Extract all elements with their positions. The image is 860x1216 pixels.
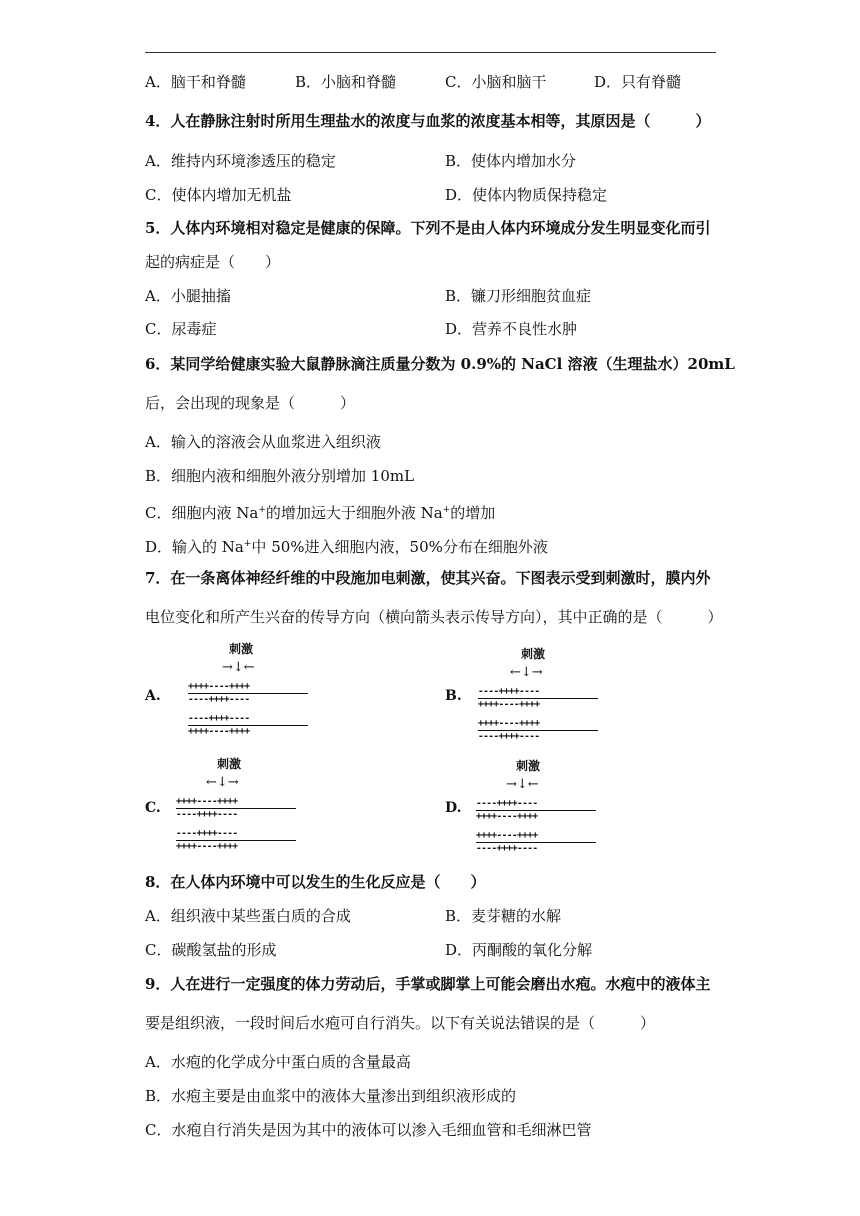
stimulus-arrows: ←↓→ <box>206 775 239 790</box>
nerve-diagram-a <box>188 640 318 750</box>
q5-option-b: B．镰刀形细胞贫血症 <box>445 287 592 305</box>
q9-option-a: A．水疱的化学成分中蛋白质的含量最高 <box>145 1053 411 1071</box>
q3-option-c: C．小脑和脑干 <box>445 73 547 91</box>
q6-stem-line2: 后，会出现的现象是（ ） <box>145 394 356 412</box>
membrane-row: ----++++---- <box>476 798 538 809</box>
q7-label-b: B. <box>445 688 462 704</box>
q9-stem-line2: 要是组织液，一段时间后水疱可自行消失。以下有关说法错误的是（ ） <box>145 1014 656 1032</box>
q8-option-a: A．组织液中某些蛋白质的合成 <box>145 907 351 925</box>
membrane-row: ----++++---- <box>478 686 540 697</box>
stimulus-arrows: ←↓→ <box>510 665 543 680</box>
membrane-row: ++++----++++ <box>176 796 238 807</box>
q9-option-c: C．水疱自行消失是因为其中的液体可以渗入毛细血管和毛细淋巴管 <box>145 1121 592 1139</box>
nerve-diagram-d <box>476 757 606 867</box>
q6-stem-line1: 6．某同学给健康实验大鼠静脉滴注质量分数为 0.9%的 NaCl 溶液（生理盐水）20mL <box>145 355 735 373</box>
membrane-row: ++++----++++ <box>476 811 538 822</box>
membrane-row: ----++++---- <box>188 694 250 705</box>
q6-option-c <box>145 500 495 523</box>
q6-d-part2: 中 50%进入细胞内液，50%分布在细胞外液 <box>251 538 548 556</box>
q4-option-d: D．使体内物质保持稳定 <box>445 186 608 204</box>
q7-label-c: C. <box>145 800 161 816</box>
membrane-row: ----++++---- <box>478 731 540 742</box>
membrane-row: ++++----++++ <box>478 718 540 729</box>
stimulus-label: 刺激 <box>229 642 254 656</box>
stimulus-label: 刺激 <box>516 759 541 773</box>
q3-option-a: A．脑干和脊髓 <box>145 73 246 91</box>
q3-option-b: B．小脑和脊髓 <box>295 73 397 91</box>
q3-option-d: D．只有脊髓 <box>594 73 682 91</box>
stimulus-label: 刺激 <box>521 647 546 661</box>
q5-stem-line2: 起的病症是（ ） <box>145 253 281 271</box>
q8-option-d: D．丙酮酸的氧化分解 <box>445 941 593 959</box>
q4-option-b: B．使体内增加水分 <box>445 152 577 170</box>
q5-option-c: C．尿毒症 <box>145 320 217 338</box>
q8-option-b: B．麦芽糖的水解 <box>445 907 562 925</box>
membrane-row: ++++----++++ <box>188 726 250 737</box>
q8-stem: 8．在人体内环境中可以发生的生化反应是（ ） <box>145 873 486 891</box>
membrane-row: ----++++---- <box>188 713 250 724</box>
membrane-row: ++++----++++ <box>476 830 538 841</box>
q4-option-c: C．使体内增加无机盐 <box>145 186 292 204</box>
q6-c-part1: C．细胞内液 Na <box>145 504 259 522</box>
nerve-diagram-c <box>176 755 306 865</box>
q9-option-b: B．水疱主要是由血浆中的液体大量渗出到组织液形成的 <box>145 1087 517 1105</box>
header-rule <box>145 52 716 53</box>
q6-option-a: A．输入的溶液会从血浆进入组织液 <box>145 433 381 451</box>
stimulus-label: 刺激 <box>217 757 242 771</box>
q4-stem: 4．人在静脉注射时所用生理盐水的浓度与血浆的浓度基本相等，其原因是（ ） <box>145 112 711 130</box>
q7-stem-line1: 7．在一条离体神经纤维的中段施加电刺激，使其兴奋。下图表示受到刺激时，膜内外 <box>145 569 711 587</box>
membrane-row: ----++++---- <box>476 843 538 854</box>
q6-c-part3: 的增加 <box>450 504 496 522</box>
q7-label-a: A. <box>145 688 161 704</box>
stimulus-arrows: →↓← <box>222 660 255 675</box>
q4-option-a: A．维持内环境渗透压的稳定 <box>145 152 336 170</box>
q6-d-part1: D．输入的 Na <box>145 538 244 556</box>
q6-c-sup2: + <box>442 505 451 515</box>
q6-c-part2: 的增加远大于细胞外液 Na <box>265 504 443 522</box>
membrane-row: ++++----++++ <box>176 841 238 852</box>
q6-d-sup: + <box>243 539 252 549</box>
q9-stem-line1: 9．人在进行一定强度的体力劳动后，手掌或脚掌上可能会磨出水疱。水疱中的液体主 <box>145 975 711 993</box>
q5-option-d: D．营养不良性水肿 <box>445 320 578 338</box>
nerve-diagram-b <box>478 645 608 755</box>
q7-label-d: D. <box>445 800 462 816</box>
stimulus-arrows: →↓← <box>506 777 539 792</box>
membrane-row: ++++----++++ <box>188 681 250 692</box>
q5-option-a: A．小腿抽搐 <box>145 287 231 305</box>
q8-option-c: C．碳酸氢盐的形成 <box>145 941 277 959</box>
q6-option-d <box>145 534 548 557</box>
q7-stem-line2: 电位变化和所产生兴奋的传导方向（横向箭头表示传导方向），其中正确的是（ ） <box>145 608 723 626</box>
q6-c-sup1: + <box>258 505 266 515</box>
membrane-row: ----++++---- <box>176 809 238 820</box>
q6-option-b: B．细胞内液和细胞外液分别增加 10mL <box>145 467 415 485</box>
membrane-row: ----++++---- <box>176 828 238 839</box>
q5-stem-line1: 5．人体内环境相对稳定是健康的保障。下列不是由人体内环境成分发生明显变化而引 <box>145 219 711 237</box>
membrane-row: ++++----++++ <box>478 699 540 710</box>
